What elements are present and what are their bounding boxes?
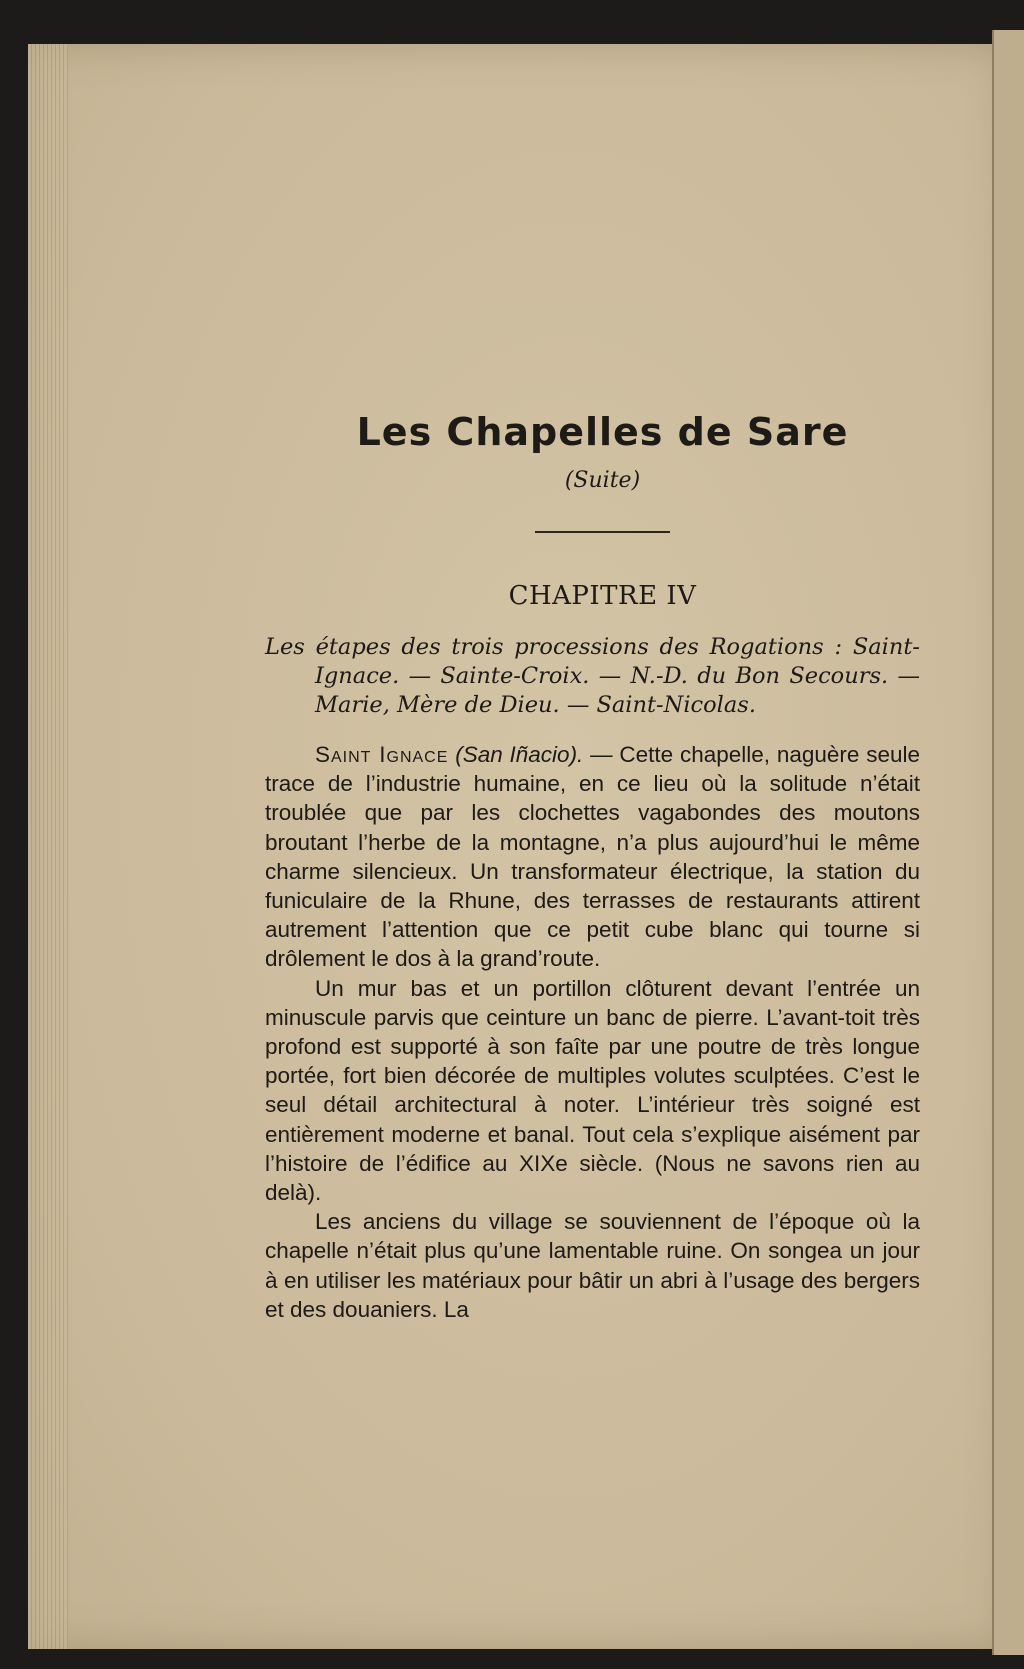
section-lead: Saint Ignace xyxy=(315,742,449,767)
chapter-heading: CHAPITRE IV xyxy=(508,581,697,611)
paragraph-2: Un mur bas et un portillon clôturent devant l’entrée un minuscule parvis que ceinture un banc de pierre. L’avant-toit très profond est supporté à son faîte par une poutre de très longue portée, fort bien décorée de multiples volutes sculptées. C’est le seul détail architectural à noter. L’intérieur très soigné est entièrement moderne et banal. Tout cela s’explique aisément par l’histoire de l’édifice au XIXe siècle. (Nous ne savons rien au delà). xyxy=(265,975,920,1206)
paragraph-1 xyxy=(265,740,920,974)
page-edges xyxy=(28,44,68,1649)
title-divider xyxy=(535,531,670,533)
chapter-synopsis: Les étapes des trois processions des Rogations : Saint-Ignace. — Sainte-Croix. — N.-D. du Bon Secours. — Marie, Mère de Dieu. — Saint-Nicolas. xyxy=(265,634,920,718)
article-subtitle: (Suite) xyxy=(564,468,641,493)
paragraph-3: Les anciens du village se souviennent de l’époque où la chapelle n’était plus qu’une lamentable ruine. On songea un jour à en utiliser les matériaux pour bâtir un abri à l’usage des bergers et des douaniers. La xyxy=(265,1209,920,1322)
place-name: (San Iñacio). xyxy=(455,742,584,767)
facing-page-edge xyxy=(992,30,1024,1655)
article-title: Les Chapelles de Sare xyxy=(356,410,849,454)
body-text xyxy=(265,740,920,1324)
paragraph-1-text: — Cette chapelle, naguère seule trace de l’industrie humaine, en ce lieu où la solitude n’était troublée que par les clochettes vagabondes des moutons broutant l’herbe de la montagne, n’a plus aujourd’hui le même charme silencieux. Un transformateur électrique, la station du funiculaire de la Rhune, des terrasses de restaurants attirent autrement l’attention que ce petit cube blanc qui tourne si drôlement le dos à la grand’route. xyxy=(265,742,920,972)
page-content xyxy=(265,410,920,1324)
